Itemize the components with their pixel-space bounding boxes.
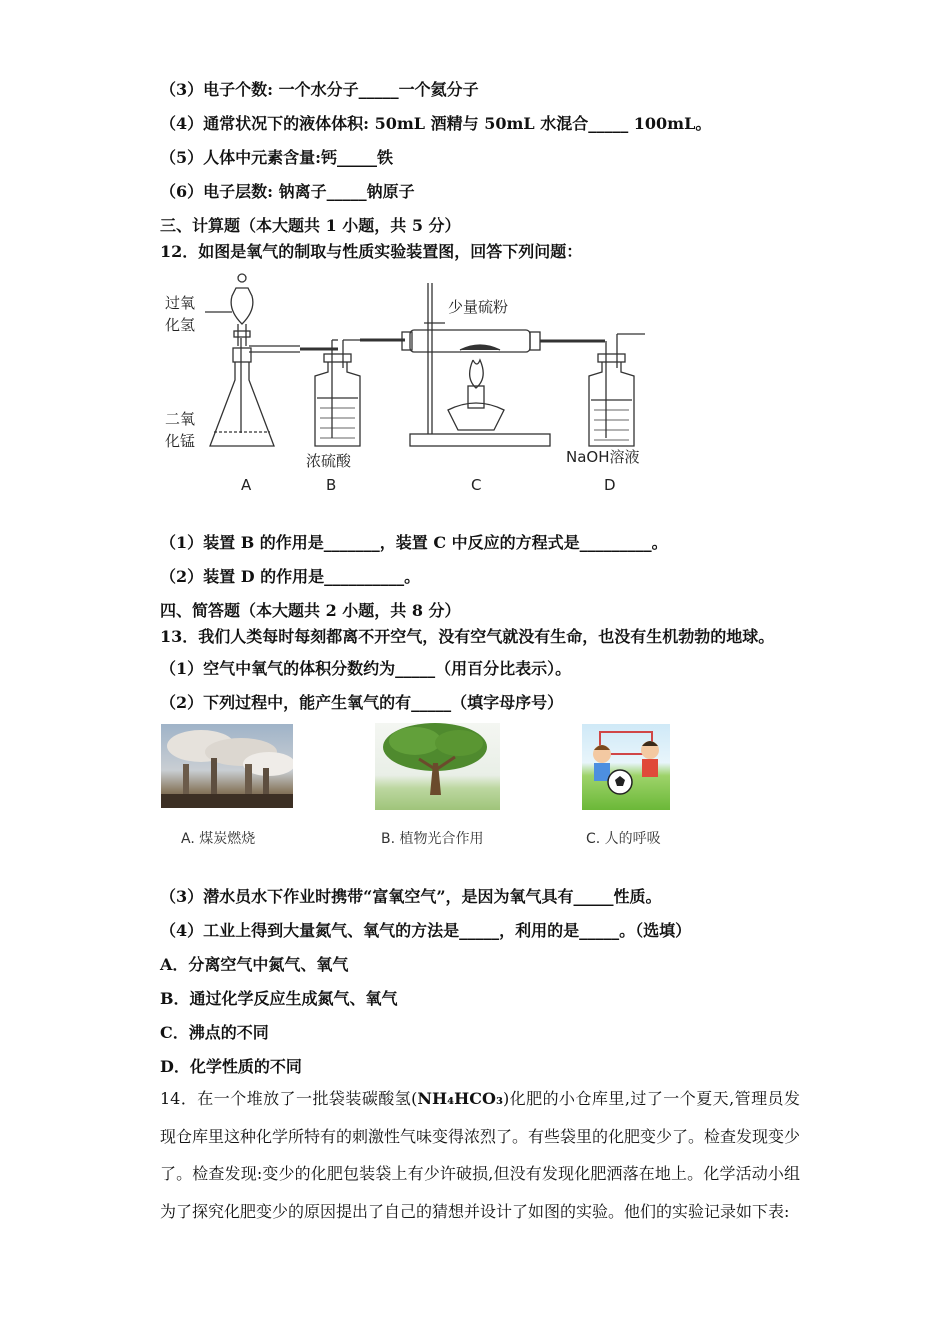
- question-13-sub-4: （4）工业上得到大量氮气、氧气的方法是_____，利用的是_____。（选填）: [160, 921, 692, 940]
- label-mno2-line1: 二氧: [165, 410, 196, 428]
- label-h2o2-line1: 过氧: [165, 294, 196, 312]
- question-14-number: 14．: [160, 1089, 198, 1108]
- label-h2o2-line2: 化氢: [165, 316, 196, 334]
- apparatus-label-b: B: [326, 476, 337, 494]
- label-conc-h2so4: 浓硫酸: [306, 452, 352, 470]
- apparatus-label-a: A: [241, 476, 252, 494]
- question-13-sub-2: （2）下列过程中，能产生氧气的有_____（填字母序号）: [160, 693, 564, 712]
- question-14-text-b: )化肥的小仓库里,过了一个夏天,管理员发现仓库里这种化学所特有的刺激性气味变得浓烈了。有些袋里的化肥变少了。检查发现变少了。检查发现:变少的化肥包装袋上有少许破损,但没有发现化肥洒落在地上。化学活动小组为了探究化肥变少的原因提出了自己的猜想并设计了如图的实验。他们的实验记录如下表:: [160, 1089, 801, 1221]
- question-14-text-a: 在一个堆放了一批袋装碳酸氢(: [197, 1089, 418, 1108]
- question-14-paragraph: [160, 1080, 800, 1230]
- picture-c-caption: C. 人的呼吸: [586, 831, 661, 847]
- human-breathing-photo: [582, 724, 670, 810]
- question-11-item-5: （5）人体中元素含量:钙_____铁: [160, 148, 394, 167]
- apparatus-label-c: C: [471, 476, 482, 494]
- picture-a-caption: A. 煤炭燃烧: [181, 831, 256, 847]
- question-13-stem: 13．我们人类每时每刻都离不开空气，没有空气就没有生命，也没有生机勃勃的地球。: [160, 627, 775, 646]
- question-12-sub-1: （1）装置 B 的作用是_______，装置 C 中反应的方程式是_________。: [160, 533, 668, 552]
- question-11-item-6: （6）电子层数: 钠离子_____钠原子: [160, 182, 415, 201]
- question-12-sub-2: （2）装置 D 的作用是__________。: [160, 567, 421, 586]
- plant-photosynthesis-photo: [375, 723, 500, 810]
- option-c: C．沸点的不同: [160, 1023, 269, 1042]
- coal-burning-drawing: [161, 724, 293, 808]
- picture-b-caption: B. 植物光合作用: [381, 831, 484, 847]
- tree-drawing: [375, 723, 500, 810]
- coal-burning-photo: [161, 724, 293, 808]
- question-11-item-3: （3）电子个数: 一个水分子_____一个氦分子: [160, 80, 479, 99]
- option-d: D．化学性质的不同: [160, 1057, 302, 1076]
- label-sulfur-powder: 少量硫粉: [448, 298, 509, 316]
- apparatus-label-d: D: [604, 476, 616, 494]
- question-13-sub-1: （1）空气中氧气的体积分数约为_____（用百分比表示）。: [160, 659, 572, 678]
- label-naoh-solution: NaOH溶液: [566, 448, 640, 466]
- section-3-heading: 三、计算题（本大题共 1 小题，共 5 分）: [160, 216, 461, 235]
- section-4-heading: 四、简答题（本大题共 2 小题，共 8 分）: [160, 601, 461, 620]
- option-b: B．通过化学反应生成氮气、氧气: [160, 989, 398, 1008]
- question-11-item-4: （4）通常状况下的液体体积: 50mL 酒精与 50mL 水混合_____ 100mL。: [160, 114, 712, 133]
- question-13-sub-3: （3）潜水员水下作业时携带“富氧空气”，是因为氧气具有_____性质。: [160, 887, 662, 906]
- question-12-stem: 12．如图是氧气的制取与性质实验装置图，回答下列问题：: [160, 242, 583, 261]
- question-14-formula: NH₄HCO₃: [417, 1089, 503, 1108]
- oxygen-apparatus-diagram: [160, 268, 660, 498]
- label-mno2-line2: 化锰: [165, 432, 196, 450]
- option-a: A．分离空气中氮气、氧气: [160, 955, 349, 974]
- children-football-drawing: [582, 724, 670, 810]
